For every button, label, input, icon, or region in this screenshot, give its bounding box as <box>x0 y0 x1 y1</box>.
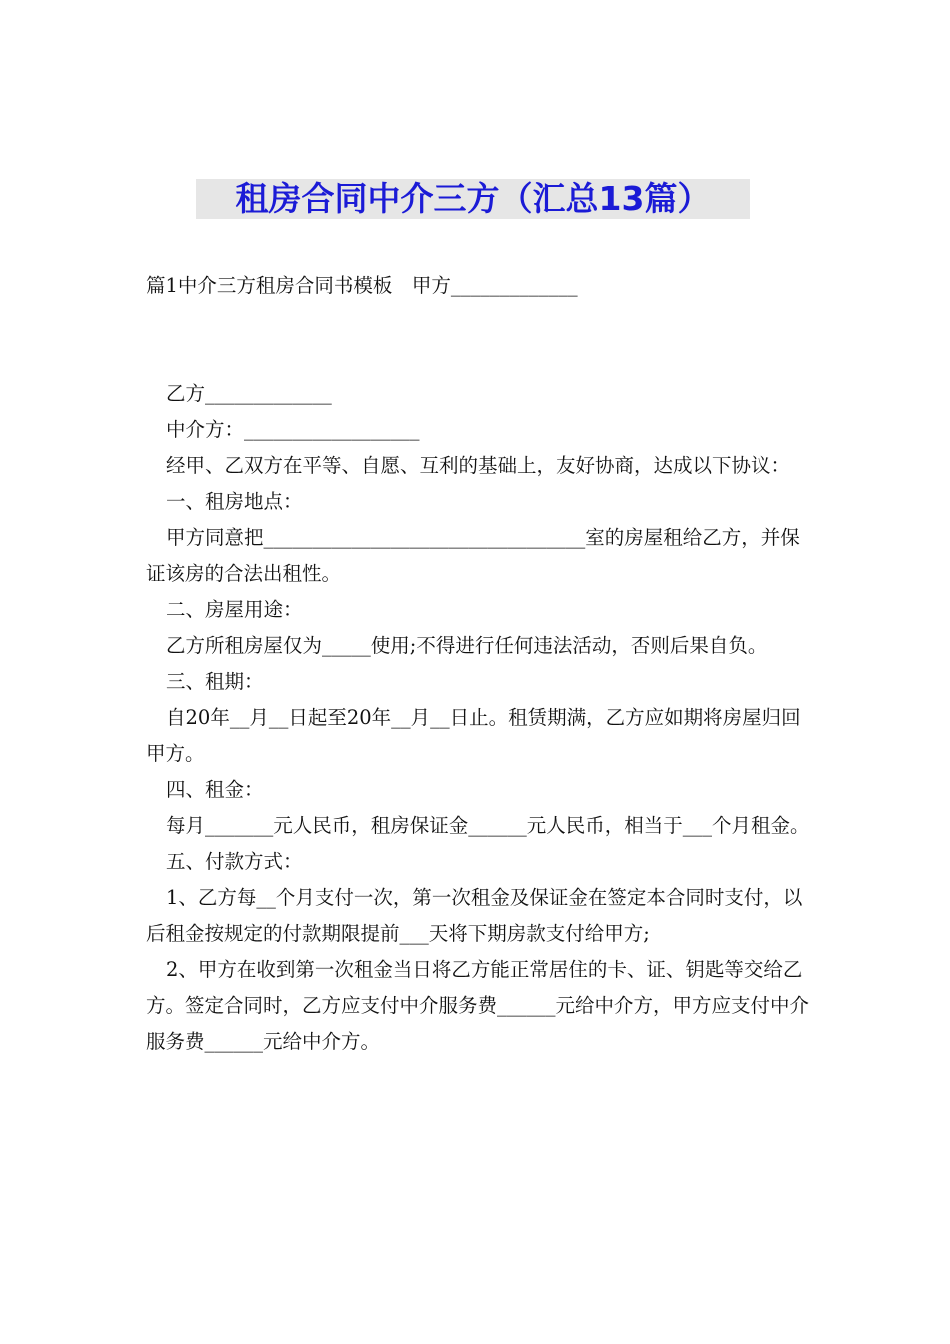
paragraph-clause-5-heading: 五、付款方式： <box>166 850 303 873</box>
paragraph-section-1-heading: 篇1中介三方租房合同书模板 甲方_____________ <box>146 274 578 297</box>
paragraph-party-b: 乙方_____________ <box>166 382 332 405</box>
paragraph-clause-3-body: 自20年__月__日起至20年__月__日止。租赁期满，乙方应如期将房屋归回甲方。 <box>146 706 801 765</box>
paragraph-agent: 中介方：__________________ <box>166 418 420 441</box>
paragraph-clause-5-item-1: 1、乙方每__个月支付一次，第一次租金及保证金在签定本合同时支付，以后租金按规定的付款期限提前___天将下期房款支付给甲方; <box>146 886 803 945</box>
paragraph-clause-4-heading: 四、租金： <box>166 778 264 801</box>
paragraph-clause-2-body: 乙方所租房屋仅为_____使用;不得进行任何违法活动，否则后果自负。 <box>166 634 768 657</box>
paragraph-clause-1-heading: 一、租房地点： <box>166 490 303 513</box>
blank-gap <box>146 304 814 376</box>
paragraph-clause-5-item-2: 2、甲方在收到第一次租金当日将乙方能正常居住的卡、证、钥匙等交给乙方。签定合同时，乙方应支付中介服务费______元给中介方，甲方应支付中介服务费______元给中介方。 <box>146 958 810 1053</box>
document-body <box>146 268 814 1060</box>
paragraph-clause-4-body: 每月_______元人民币，租房保证金______元人民币，相当于___个月租金。 <box>166 814 810 837</box>
paragraph-clause-1-body: 甲方同意把_________________________________室的房屋租给乙方，并保证该房的合法出租性。 <box>146 526 800 585</box>
paragraph-clause-3-heading: 三、租期： <box>166 670 264 693</box>
document-title: 租房合同中介三方（汇总13篇） <box>196 179 750 219</box>
paragraph-intro: 经甲、乙双方在平等、自愿、互利的基础上，友好协商，达成以下协议： <box>166 454 791 477</box>
paragraph-clause-2-heading: 二、房屋用途： <box>166 598 303 621</box>
